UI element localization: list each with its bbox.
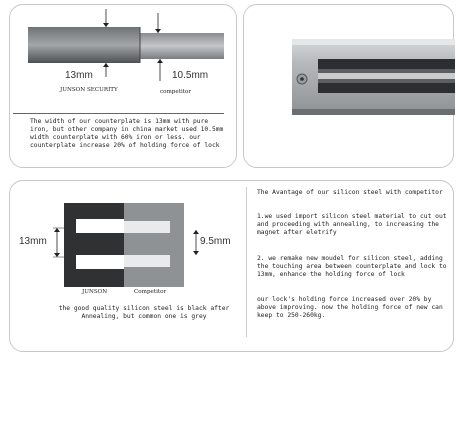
advantage-point-3: our lock's holding force increased over 20% by above improving. now the holding force of new can keep to 250-260kg.	[257, 296, 443, 319]
brand-label-junson: JUNSON	[82, 289, 108, 295]
advantage-title: The Avantage of our silicon steel with competitor	[257, 189, 443, 196]
junson-steel-core	[64, 203, 124, 287]
counterplate-photo	[10, 5, 238, 115]
thickness-label-left: 13mm	[19, 236, 47, 247]
width-label-right: 10.5mm	[172, 70, 209, 81]
silicon-steel-panel	[9, 180, 454, 352]
thickness-label-right: 9.5mm	[200, 236, 231, 247]
steel-caption: the good quality silicon steel is black after Annealing, but common one is grey	[58, 305, 230, 320]
counterplate-comparison-panel	[9, 4, 237, 168]
brand-label-competitor: Competitor	[134, 289, 167, 295]
divider	[13, 113, 224, 114]
advantage-point-1: 1.we used import silicon steel material to cut out and proceeding with annealing, to increasing the magnet after eletrify	[257, 213, 447, 236]
competitor-steel-core	[124, 203, 184, 287]
competitor-counterplate	[140, 33, 224, 59]
advantage-point-2: 2. we remake new moudel for silicon steel, adding the touching area between counterplate and lock to 13mm, enhance the holding force of lock	[257, 255, 447, 278]
magnetic-lock-photo	[244, 5, 455, 169]
width-label-left: 13mm	[65, 70, 93, 81]
junson-counterplate	[28, 27, 140, 63]
column-divider	[246, 187, 247, 337]
counterplate-description: The width of our counterplate is 13mm with pure iron, but other company in china market used 10.5mm width counterplate with 60% iron or less. our counterplate increase 20% of holding force of lock	[30, 118, 224, 149]
lock-photo-panel	[243, 4, 454, 168]
brand-label-left: JUNSON SECURITY	[60, 87, 118, 93]
brand-label-right: competitor	[160, 89, 192, 95]
